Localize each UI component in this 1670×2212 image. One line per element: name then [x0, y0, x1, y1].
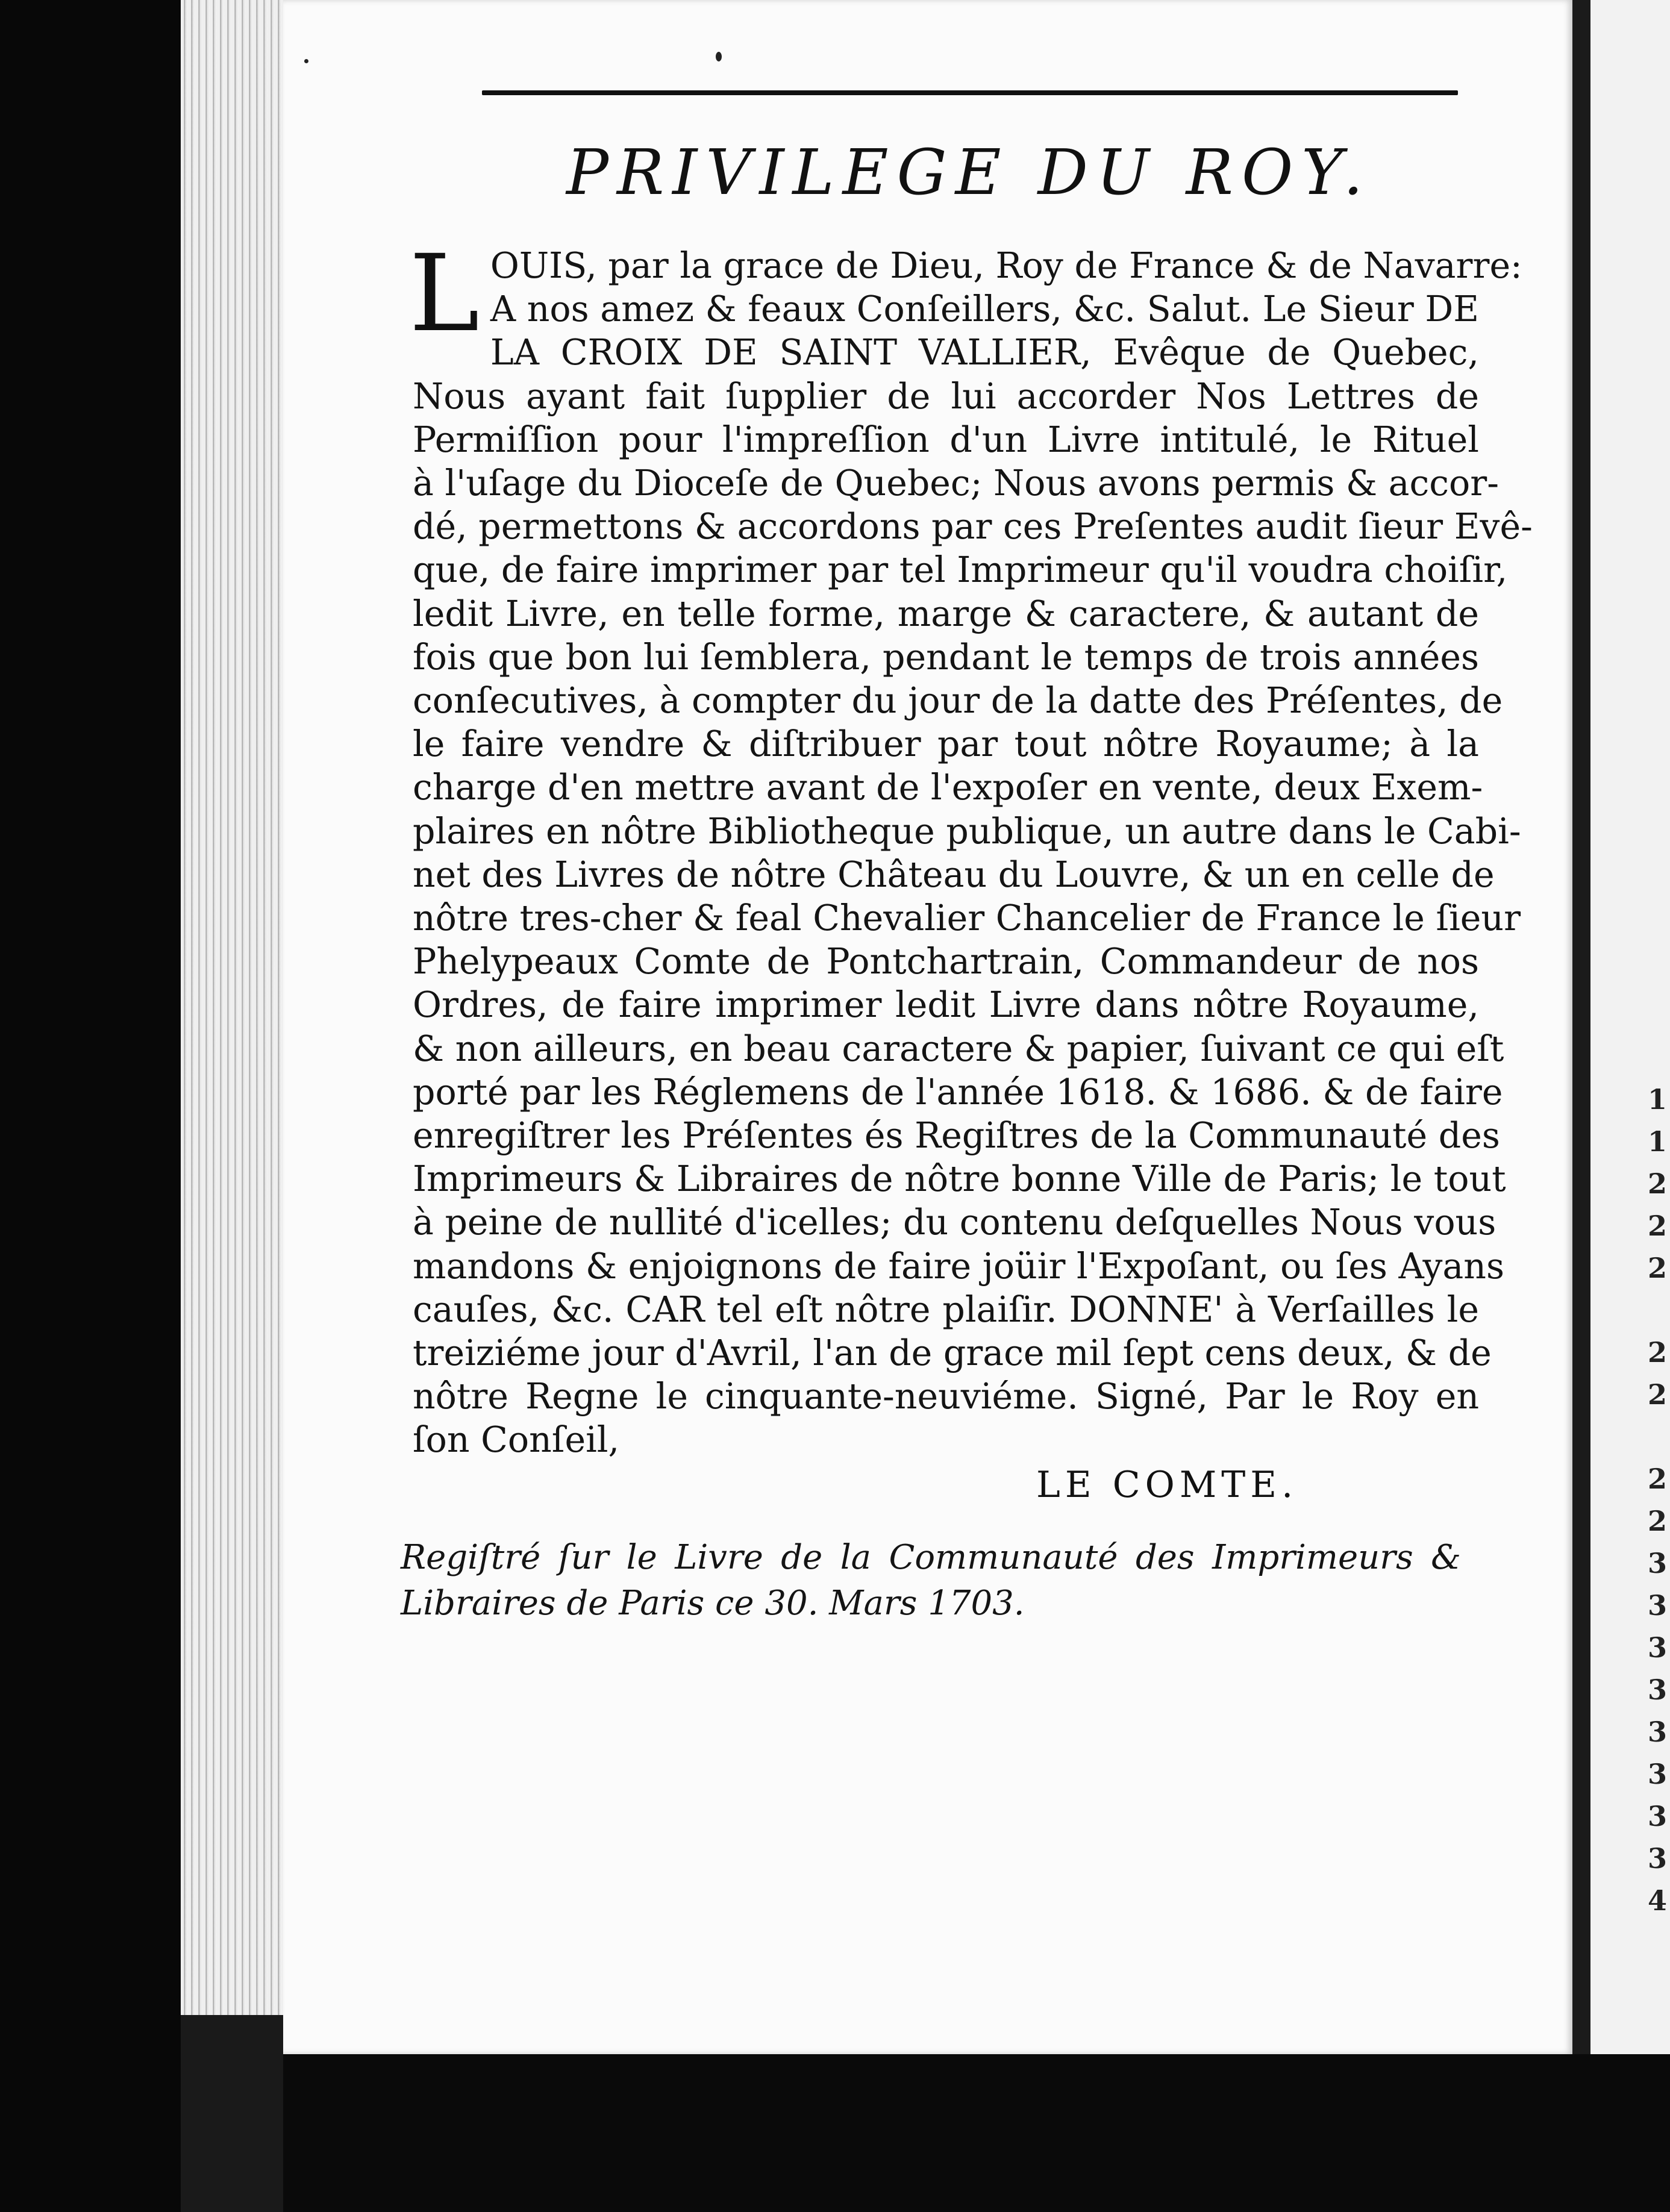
text-line: LA CROIX DE SAINT VALLIER, Evêque de Quebec, [490, 332, 1479, 373]
facing-page-number: 2 [1648, 1210, 1668, 1242]
facing-page-number: 3 [1648, 1589, 1668, 1622]
text-line: treiziéme jour d'Avril, l'an de grace mil ſept cens deux, & de [413, 1333, 1492, 1374]
privilege-text [409, 232, 1533, 1462]
text-line: OUIS, par la grace de Dieu, Roy de France & de Navarre: [490, 245, 1522, 286]
facing-page-number: 2 [1648, 1378, 1668, 1411]
text-line: Imprimeurs & Libraires de nôtre bonne Ville de Paris; le tout [413, 1158, 1506, 1200]
book-page-edges [181, 0, 285, 2015]
text-line: A nos amez & feaux Conſeillers, &c. Salut. Le Sieur DE [490, 289, 1479, 330]
text-line: net des Livres de nôtre Château du Louvre, & un en celle de [413, 854, 1495, 895]
signature: LE COMTE. [1036, 1464, 1298, 1506]
text-line: conſecutives, à compter du jour de la datte des Préſentes, de [413, 680, 1503, 722]
scan-background-left [0, 0, 181, 2212]
registration-note [401, 1535, 1461, 1626]
facing-page-number: 3 [1648, 1673, 1668, 1706]
text-line: le faire vendre & diſtribuer par tout nôtre Royaume; à la [413, 723, 1479, 765]
facing-page-number: 4 [1648, 1884, 1668, 1917]
page-heading: PRIVILEGE DU ROY. [566, 136, 1372, 209]
text-line: que, de faire imprimer par tel Imprimeur qu'il voudra choiſir, [413, 549, 1508, 591]
text-line: nôtre tres-cher & feal Chevalier Chancelier de France le ſieur [413, 898, 1521, 939]
facing-page-number: 3 [1648, 1547, 1668, 1579]
text-line: fois que bon lui ſemblera, pendant le temps de trois années [413, 636, 1479, 678]
facing-page-number: 3 [1648, 1716, 1668, 1748]
facing-page-number: 3 [1648, 1631, 1668, 1664]
text-line: & non ailleurs, en beau caractere & papier, ſuivant ce qui eſt [413, 1028, 1504, 1069]
drop-cap: L [409, 232, 480, 355]
text-line: nôtre Regne le cinquante-neuviéme. Signé, Par le Roy en [413, 1376, 1479, 1417]
facing-page-number: 2 [1648, 1336, 1668, 1369]
facing-page-number: 1 [1648, 1125, 1668, 1158]
header-rule [482, 90, 1458, 95]
text-line: plaires en nôtre Bibliotheque publique, un autre dans le Cabi- [413, 810, 1521, 852]
text-line: charge d'en mettre avant de l'expoſer en vente, deux Exem- [413, 767, 1483, 808]
text-line: cauſes, &c. CAR tel eſt nôtre plaiſir. DONNE' à Verſailles le [413, 1289, 1479, 1330]
facing-page-number: 2 [1648, 1167, 1668, 1200]
book-edge-shadow [181, 2015, 283, 2212]
facing-page-number: 2 [1648, 1505, 1668, 1537]
text-line: ledit Livre, en telle forme, marge & caractere, & autant de [413, 593, 1479, 634]
paper-speck [716, 52, 722, 61]
facing-page-number [1648, 1289, 1670, 1331]
scan-background-bottom [283, 2054, 1670, 2212]
text-line: dé, permettons & accordons par ces Preſentes audit ſieur Evê- [413, 506, 1533, 548]
facing-page-number: 1 [1648, 1083, 1668, 1116]
book-gutter [1572, 0, 1590, 2108]
text-line: à peine de nullité d'icelles; du contenu deſquelles Nous vous [413, 1202, 1496, 1243]
facing-page-number: 2 [1648, 1463, 1668, 1495]
text-line: Nous ayant fait ſupplier de lui accorder Nos Lettres de [413, 375, 1479, 417]
paper-speck [304, 59, 308, 63]
facing-page-number: 2 [1648, 1252, 1668, 1284]
facing-page-number [1648, 1416, 1670, 1458]
facing-page-number: 3 [1648, 1800, 1668, 1832]
facing-page-number: 3 [1648, 1758, 1668, 1790]
text-line: enregiſtrer les Préſentes és Regiſtres de la Communauté des [413, 1115, 1500, 1157]
facing-page-number: 3 [1648, 1842, 1668, 1875]
text-line: porté par les Réglemens de l'année 1618. & 1686. & de faire [413, 1071, 1503, 1113]
text-line: Permiſſion pour l'impreſſion d'un Livre intitulé, le Rituel [413, 419, 1479, 460]
text-line: à l'uſage du Dioceſe de Quebec; Nous avons permis & accor- [413, 463, 1499, 504]
text-line: ſon Conſeil, [413, 1419, 620, 1461]
registration-line: Regiſtré ſur le Livre de la Communauté des Imprimeurs & [401, 1538, 1461, 1577]
text-line: Ordres, de faire imprimer ledit Livre dans nôtre Royaume, [413, 984, 1479, 1026]
text-line: mandons & enjoignons de faire joüir l'Expoſant, ou ſes Ayans [413, 1245, 1504, 1287]
registration-line: Libraires de Paris ce 30. Mars 1703. [401, 1584, 1025, 1623]
facing-page-numbers [1648, 1078, 1670, 1922]
text-line: Phelypeaux Comte de Pontchartrain, Commandeur de nos [413, 941, 1479, 983]
